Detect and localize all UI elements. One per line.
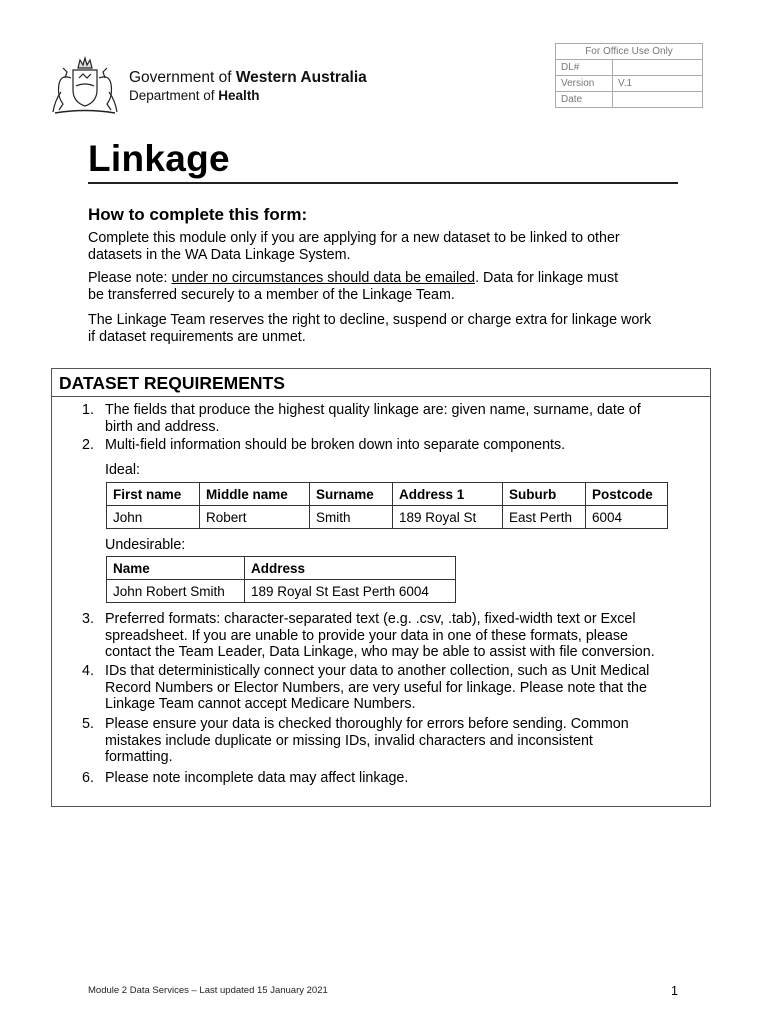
government-name: Government of Western Australia	[129, 69, 367, 86]
undesirable-format-table	[106, 556, 456, 603]
table-cell: Robert	[200, 506, 310, 529]
department-name: Department of Health	[129, 88, 260, 103]
table-header-cell: Postcode	[586, 483, 668, 506]
how-to-heading: How to complete this form:	[88, 205, 308, 224]
wa-government-crest	[49, 56, 121, 116]
table-header-row	[107, 557, 456, 580]
page-number: 1	[671, 984, 678, 998]
table-header-cell: Address	[245, 557, 456, 580]
office-label-date: Date	[556, 92, 613, 108]
table-header-cell: Address 1	[393, 483, 503, 506]
ideal-format-table	[106, 482, 668, 529]
table-header-cell: First name	[107, 483, 200, 506]
office-value-dl[interactable]	[613, 60, 703, 76]
table-header-cell: Suburb	[503, 483, 586, 506]
footer-text: Module 2 Data Services – Last updated 15 January 2021	[88, 985, 328, 996]
department-branding	[129, 69, 367, 105]
table-cell: John Robert Smith	[107, 580, 245, 603]
office-value-version[interactable]: V.1	[613, 76, 703, 92]
intro-paragraph: Complete this module only if you are applying for a new dataset to be linked to other datasets in the WA Data Linkage System.	[88, 230, 620, 263]
office-label-dl: DL#	[556, 60, 613, 76]
reserves-right-paragraph: The Linkage Team reserves the right to decline, suspend or charge extra for linkage work if dataset requirements are unmet.	[88, 312, 652, 345]
office-label-version: Version	[556, 76, 613, 92]
title-underline	[88, 182, 678, 184]
table-cell: East Perth	[503, 506, 586, 529]
table-row	[107, 580, 456, 603]
table-header-cell: Surname	[310, 483, 393, 506]
office-value-date[interactable]	[613, 92, 703, 108]
email-warning-emphasis: under no circumstances should data be emailed	[171, 270, 476, 286]
table-header-cell: Name	[107, 557, 245, 580]
page-title: Linkage	[88, 138, 230, 179]
table-cell: Smith	[310, 506, 393, 529]
office-use-heading: For Office Use Only	[556, 44, 703, 60]
table-cell: 189 Royal St	[393, 506, 503, 529]
requirements-heading-row	[52, 369, 710, 397]
table-row	[107, 506, 668, 529]
office-use-table	[555, 43, 703, 108]
dataset-requirements-section: DATASET REQUIREMENTS 1. The fields that produce the highest quality linkage are: given name, surname, date of birth and address. 2. Multi-field information should be broken down into separate components. Ideal: First name Middle name Surname Address 1 Suburb Postcode John Robert Smith 189 Royal St East Perth 6004 Undesirable: Name Address John Robert Smith 189 Royal St East Perth 6004 3. Preferred formats: character-separated text (e.g. .csv, .tab), fixed-width text or Excel spreadsheet. If you are unable to provide your data in one of these formats, please contact the Team Leader, Data Linkage, who may be able to assist with file conversion. 4. IDs that deterministically connect your data to another collection, such as Unit Medical Record Numbers or Elector Numbers, are very useful for linkage. Please note that the Linkage Team cannot accept Medicare Numbers. 5. Please ensure your data is checked thoroughly for errors before sending. Common mistakes include duplicate or missing IDs, invalid characters and inconsistent formatting. 6. Please note incomplete data may affect linkage.	[51, 368, 711, 807]
table-cell: 6004	[586, 506, 668, 529]
email-warning-paragraph: Please note: under no circumstances should data be emailed. Data for linkage must be transferred securely to a member of the Linkage Team.	[88, 270, 619, 303]
requirements-heading: DATASET REQUIREMENTS	[59, 373, 285, 393]
ideal-caption: Ideal:	[105, 462, 140, 478]
table-cell: John	[107, 506, 200, 529]
table-header-cell: Middle name	[200, 483, 310, 506]
table-header-row	[107, 483, 668, 506]
undesirable-caption: Undesirable:	[105, 537, 186, 553]
table-cell: 189 Royal St East Perth 6004	[245, 580, 456, 603]
